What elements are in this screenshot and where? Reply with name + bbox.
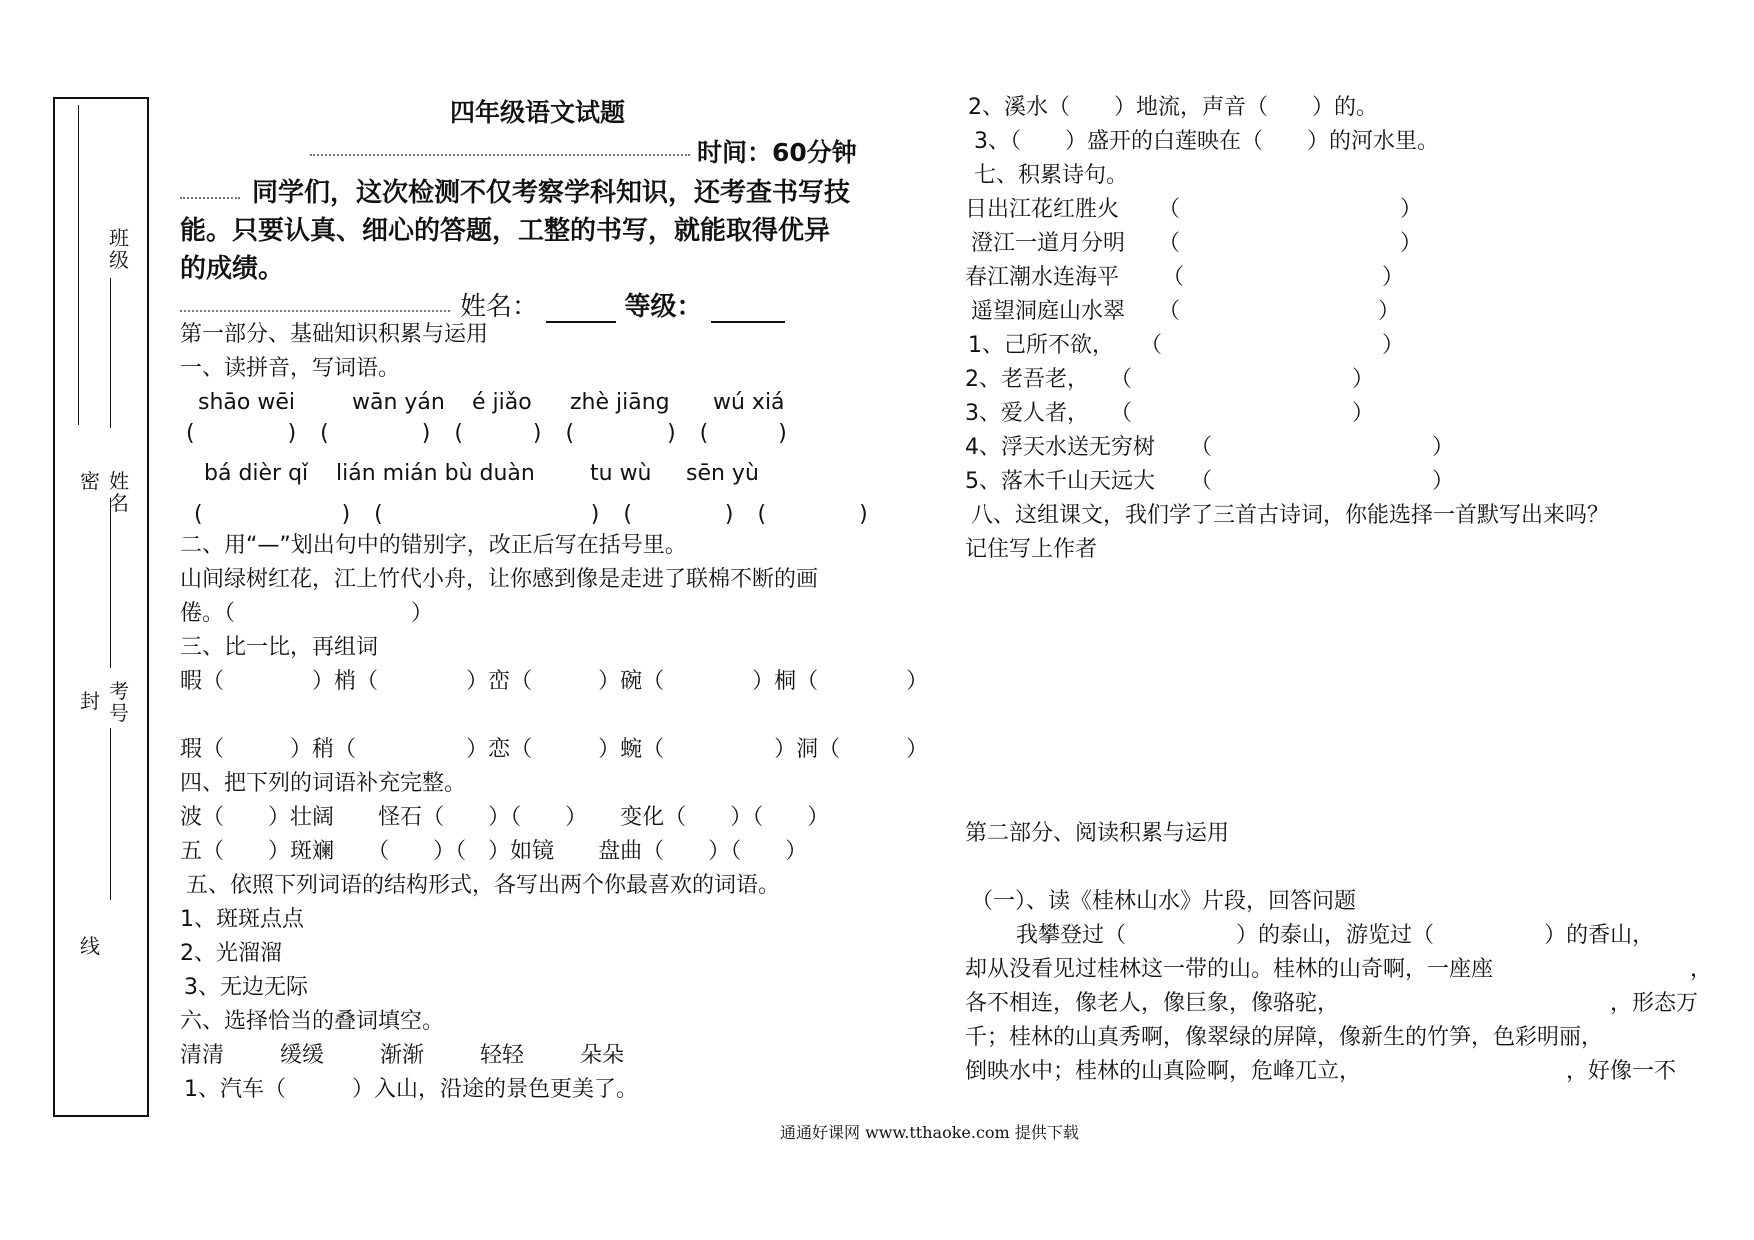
poem-answer-blank[interactable]: （ ） xyxy=(1158,197,1423,222)
pinyin-item: shāo wēi xyxy=(198,390,295,415)
poem-answer-blank[interactable]: （ ） xyxy=(1158,299,1401,324)
dotted-line xyxy=(310,154,690,156)
q4-item: ）（ xyxy=(488,805,522,830)
q5-heading: 五、依照下列词语的结构形式，各写出两个你最喜欢的词语。 xyxy=(186,873,781,898)
margin-line xyxy=(110,728,111,900)
q4-row-2[interactable] xyxy=(180,840,807,864)
q4-item: ） xyxy=(565,805,577,830)
q3-item: ）洞（ xyxy=(774,737,841,762)
q3-item: ） xyxy=(906,737,929,762)
q3-item: ）稍（ xyxy=(290,737,357,762)
q7-heading: 七、积累诗句。 xyxy=(974,163,1129,188)
grade-label: 等级： xyxy=(624,292,703,322)
q6-item-3-part: ）的河水里。 xyxy=(1307,129,1440,154)
reading-line-4: 千；桂林的山真秀啊，像翠绿的屏障，像新生的竹笋，色彩明丽， xyxy=(965,1025,1604,1050)
q4-item: 波（ xyxy=(180,805,225,830)
saying-line: 3、爱人者， xyxy=(965,401,1089,426)
pinyin-item: lián mián bù duàn xyxy=(336,461,535,486)
saying-line: 1、己所不欲， xyxy=(968,333,1114,358)
intro-line-2: 能。只要认真、细心的答题，工整的书写，就能取得优异 xyxy=(180,216,831,246)
name-blank[interactable] xyxy=(546,299,616,323)
q5-item-2: 2、光溜溜 xyxy=(180,941,282,966)
q2-text-2 xyxy=(180,602,433,626)
saying-line: 2、老吾老， xyxy=(965,367,1089,392)
q3-item: ）蜿（ xyxy=(598,737,665,762)
poem-answer-blank[interactable]: （ ） xyxy=(1162,265,1405,290)
q5-item-3: 3、无边无际 xyxy=(184,975,308,1000)
pinyin-item: wú xiá xyxy=(713,390,785,415)
class-label: 班级 xyxy=(109,226,129,272)
q3-item: ）恋（ xyxy=(466,737,533,762)
q6-word: 清清 xyxy=(180,1043,225,1068)
q4-row-1[interactable] xyxy=(180,806,829,830)
poem-answer-blank[interactable]: （ ） xyxy=(1158,231,1423,256)
saying-answer-blank[interactable]: （ ） xyxy=(1110,367,1375,392)
pinyin-answer-row-2[interactable]: ( ) ( ) ( ) ( ) xyxy=(194,502,869,527)
dotted-line xyxy=(180,310,450,312)
margin-line xyxy=(110,278,111,428)
saying-line: 4、浮天水送无穷树 xyxy=(965,435,1155,460)
q4-item: ）如镜 xyxy=(488,839,555,864)
reading-text: ，形态万 xyxy=(1610,991,1699,1016)
q6-heading: 六、选择恰当的叠词填空。 xyxy=(180,1009,445,1034)
q6-item-2-part: 2、溪水（ xyxy=(968,95,1070,120)
q4-item: 变化（ xyxy=(620,805,687,830)
q4-item: ）壮阔 xyxy=(268,805,335,830)
reading-text: ）的泰山，游览过（ xyxy=(1236,923,1435,948)
reading-line-5: 倒映水中；桂林的山真险啊，危峰兀立， xyxy=(965,1059,1362,1084)
q3-item: ）桐（ xyxy=(752,669,819,694)
reading-line-1[interactable] xyxy=(1016,924,1654,948)
poem-line: 春江潮水连海平 xyxy=(965,265,1120,290)
q4-item: ）（ xyxy=(433,839,467,864)
q6-word: 渐渐 xyxy=(380,1043,425,1068)
seal-xian: 线 xyxy=(80,934,100,958)
reading-1-heading: （一）、读《桂林山水》片段，回答问题 xyxy=(971,889,1357,914)
pinyin-item: zhè jiāng xyxy=(570,390,670,415)
q6-word: 轻轻 xyxy=(480,1043,525,1068)
q8-line-1: 八、这组课文，我们学了三首古诗词，你能选择一首默写出来吗？ xyxy=(971,503,1610,528)
seal-feng: 封 xyxy=(80,689,100,713)
saying-answer-blank[interactable]: （ ） xyxy=(1110,401,1375,426)
q3-row-2[interactable] xyxy=(180,738,928,762)
margin-line xyxy=(110,498,111,668)
reading-text: 我攀登过（ xyxy=(1016,923,1127,948)
part1-heading: 第一部分、基础知识积累与运用 xyxy=(180,322,489,347)
saying-line: 5、落木千山天远大 xyxy=(965,469,1155,494)
reading-line-3: 各不相连，像老人，像巨象，像骆驼， xyxy=(965,991,1340,1016)
saying-answer-blank[interactable]: （ ） xyxy=(1190,435,1455,460)
poem-line: 澄江一道月分明 xyxy=(971,231,1126,256)
q3-item: 瑕（ xyxy=(180,737,225,762)
q6-item-2-part: ）地流，声音（ xyxy=(1114,95,1269,120)
exam-no-label: 考号 xyxy=(109,679,129,725)
q5-item-1: 1、斑斑点点 xyxy=(180,907,304,932)
q4-item: ）（ xyxy=(730,805,764,830)
q3-heading: 三、比一比，再组词 xyxy=(180,635,379,660)
q3-item: ）梢（ xyxy=(312,669,379,694)
q6-word: 朵朵 xyxy=(580,1043,625,1068)
q6-item-2[interactable] xyxy=(968,96,1378,120)
q2-answer-blank[interactable]: ） xyxy=(235,601,434,626)
q4-item: （ xyxy=(378,839,390,864)
q4-item: 盘曲（ xyxy=(598,839,665,864)
q4-item: 五（ xyxy=(180,839,225,864)
pinyin-answer-row-1[interactable]: ( ) ( ) ( ) ( ) ( ) xyxy=(186,421,788,446)
q4-item: ）（ xyxy=(708,839,742,864)
reading-text: ， xyxy=(1690,957,1713,982)
dotted-line xyxy=(180,197,240,199)
student-name-field xyxy=(460,286,785,323)
page-title: 四年级语文试题 xyxy=(450,98,626,127)
q3-item: 暇（ xyxy=(180,669,225,694)
q4-item: ） xyxy=(785,839,808,864)
q2-text-2-start: 倦。（ xyxy=(180,601,236,626)
q6-item-1-end: ）入山，沿途的景色更美了。 xyxy=(352,1077,639,1102)
q6-item-2-part: ）的。 xyxy=(1312,95,1379,120)
pinyin-item: bá dièr qǐ xyxy=(204,461,309,486)
pinyin-item: tu wù xyxy=(590,461,652,486)
reading-line-2: 却从没看见过桂林这一带的山。桂林的山奇啊，一座座 xyxy=(965,957,1494,982)
pinyin-item: sēn yù xyxy=(686,461,759,486)
seal-mi: 密 xyxy=(80,469,100,493)
footer-credit: 通通好课网 www.tthaoke.com 提供下载 xyxy=(780,1123,1079,1142)
exam-time: 时间：60分钟 xyxy=(697,138,857,167)
q6-item-3-part: ）盛开的白莲映在（ xyxy=(1065,129,1264,154)
saying-answer-blank[interactable]: （ ） xyxy=(1190,469,1455,494)
q3-row-1[interactable] xyxy=(180,670,928,694)
grade-blank[interactable] xyxy=(711,299,785,323)
poem-line: 日出江花红胜火 xyxy=(965,197,1120,222)
reading-text: ）的香山， xyxy=(1544,923,1655,948)
intro-line-1: 同学们，这次检测不仅考察学科知识，还考查书写技 xyxy=(252,178,851,208)
q2-heading: 二、用“—”划出句中的错别字，改正后写在括号里。 xyxy=(180,533,687,558)
q6-item-3[interactable] xyxy=(974,130,1439,154)
q3-item: ） xyxy=(906,669,929,694)
q4-heading: 四、把下列的词语补充完整。 xyxy=(180,771,467,796)
q3-item: ）碗（ xyxy=(598,669,665,694)
pinyin-item: wān yán xyxy=(352,390,445,415)
reading-text: ，好像一不 xyxy=(1566,1059,1677,1084)
q6-item-1-start: 1、汽车（ xyxy=(184,1077,286,1102)
q8-answer-area[interactable] xyxy=(965,572,1705,812)
student-name-label: 姓名： xyxy=(460,292,539,322)
saying-answer-blank[interactable]: （ ） xyxy=(1140,333,1405,358)
name-label: 姓名 xyxy=(109,469,129,515)
q4-item: 怪石（ xyxy=(378,805,445,830)
q3-item: ）峦（ xyxy=(466,669,533,694)
q1-heading: 一、读拼音，写词语。 xyxy=(180,356,401,381)
poem-line: 遥望洞庭山水翠 xyxy=(971,299,1126,324)
q6-item-3-part: 3、（ xyxy=(974,129,1021,154)
binding-margin-box xyxy=(53,97,149,1117)
intro-line-3: 的成绩。 xyxy=(180,254,285,284)
q4-item: ） xyxy=(807,805,830,830)
q4-item: ）斑斓 xyxy=(268,839,335,864)
q2-text-1: 山间绿树红花，江上竹代小舟，让你感到像是走进了联棉不断的画 xyxy=(180,567,819,592)
pinyin-item: é jiǎo xyxy=(472,390,532,415)
margin-line xyxy=(78,105,79,425)
q6-item-1[interactable] xyxy=(184,1078,638,1102)
q8-line-2: 记住写上作者 xyxy=(965,537,1098,562)
q6-word: 缓缓 xyxy=(280,1043,325,1068)
part2-heading: 第二部分、阅读积累与运用 xyxy=(965,821,1230,846)
